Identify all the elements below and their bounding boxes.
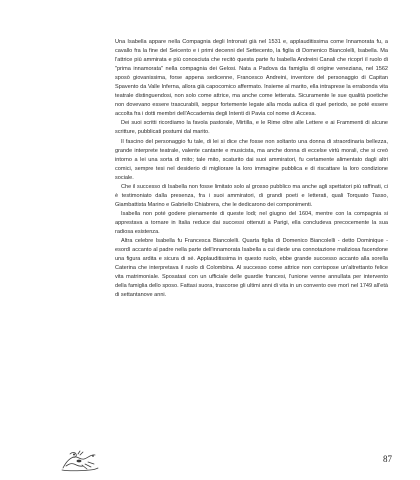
page-number: 87 [383, 454, 392, 464]
paragraph-6: Altra celebre Isabella fu Francesca Biancolelli. Quarta figlia di Domenico Biancolelli - detto Dominique - esordì accanto al padre nella parte dell'innamorata Isabella a cui diede una connotazione maliziosa facendone una figura ardita e sicura di sé. Applauditissima in questo ruolo, ebbe grande successo accanto alla sorella Caterina che interpretava il ruolo di Colombina. Al successo come attrice non corrispose un'altrettanto felice vita matrimoniale. Sposatasi con un ufficiale delle guardie francesi, l'unione venne annullata per intervento della famiglia dello sposo. Fattasi suora, trascorse gli ultimi anni di vita in un convento ove morì nel 1749 all'età di settantanove anni. [115, 238, 388, 299]
paragraph-3: Il fascino del personaggio fu tale, di lei si dice che fosse non soltanto una donna di straordinaria bellezza, grande interprete teatrale, valente cantante e musicista, ma anche donna di eccelse virtù morali, che si creò intorno a lei una sorta di mito; tale mito, scaturito dai suoi ammiratori, fu certamente alimentato dagli altri comici, sempre tesi nel desiderio di migliorare la loro immagine pubblica e di riscattare la loro condizione sociale. [115, 138, 388, 181]
paragraph-2: Dei suoi scritti ricordiamo la favola pastorale, Mirtilla, e le Rime oltre alle Lettere e ai Frammenti di alcune scritture, pubblicati postumi dal marito. [115, 120, 388, 136]
paragraph-5: Isabella non poté godere pienamente di queste lodi; nel giugno del 1604, mentre con la compagnia si apprestava a tornare in Italia reduce dai successi ottenuti a Parigi, ella concludeva precocemente la sua radiosa esistenza. [115, 210, 388, 235]
body-text [115, 38, 388, 300]
paragraph-4: Che il successo di Isabella non fosse limitato solo al grosso pubblico ma anche agli spettatori più raffinati, ci è testimoniato dalla presenza, fra i suoi ammiratori, di grandi poeti e letterati, quali Torquato Tasso, Giambattista Marino e Gabriello Chiabrera, che le dedicarono dei componimenti. [115, 183, 388, 208]
comic-figure-vignette-icon [60, 448, 100, 472]
paragraph-1: Una Isabella appare nella Compagnia degli Intronati già nel 1531 e, applauditissima come Innamorata fu, a cavallo fra la fine del Seicento e i primi decenni del Settecento, la figlia di Domenico Biancolelli, Isabella. Ma l'attrice più ammirata e più conosciuta che recitò questa parte fu Isabella Andreini Canali che ricoprì il ruolo di "prima innamorata" nella compagnia dei Gelosi. Nata a Padova da famiglia di origine veneziana, nel 1562 sposò giovanissima, forse appena sedicenne, Francesco Andreini, inventore del personaggio di Capitan Spavento da Valle Inferna, allora già capocomico affermato. Insieme al marito, ella intraprese la errabonda vita teatrale distinguendosi, non solo come attrice, ma anche come letterata. Sicuramente le sue qualità poetiche non dovevano essere trascurabili, seppur fortemente legate alla moda aulica di quel periodo, se poté essere accolta fra i dotti membri dell'Accademia degli Intenti di Pavia col nome di Accesa. [115, 39, 388, 118]
